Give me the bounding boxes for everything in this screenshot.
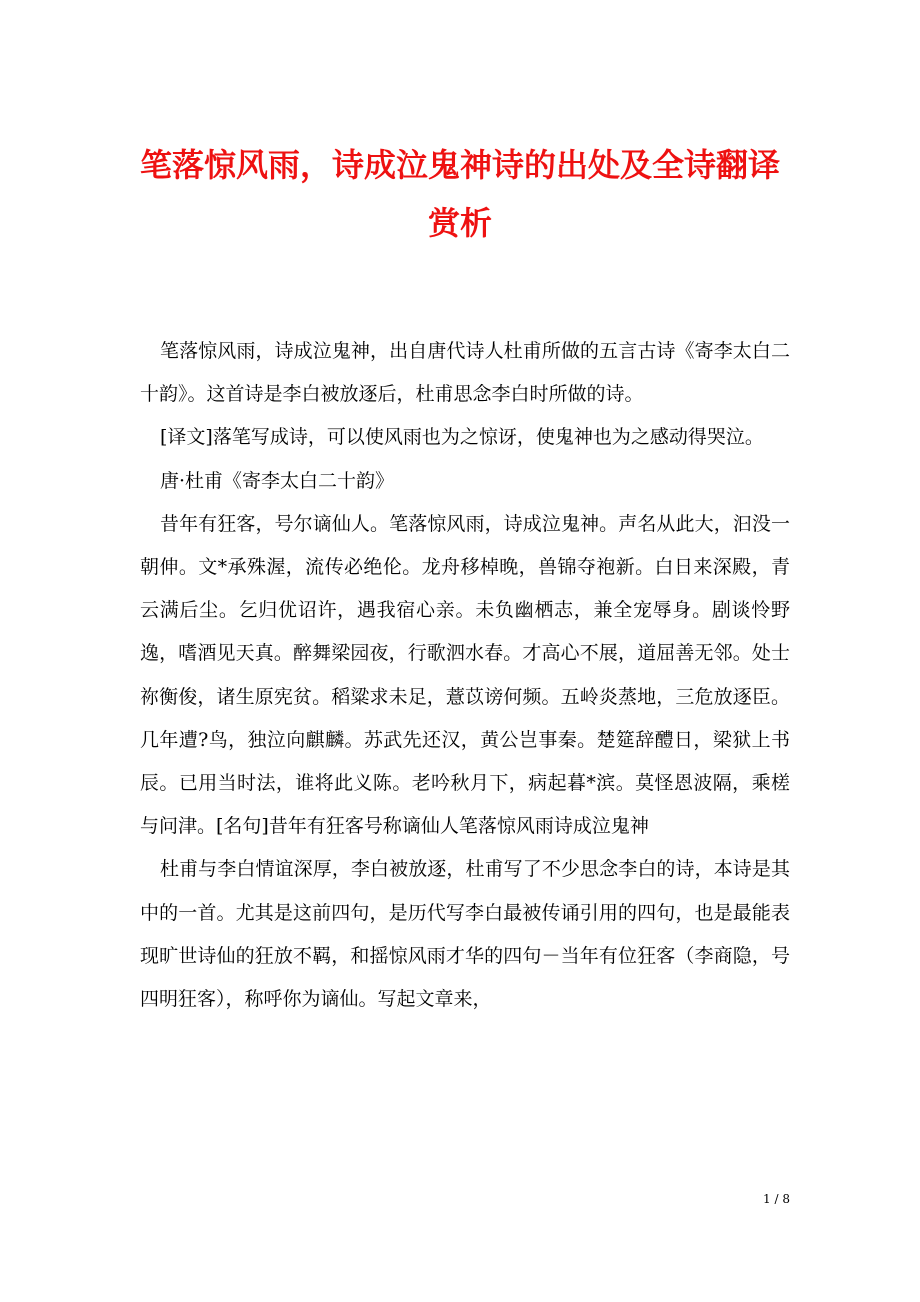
document-title: 笔落惊风雨，诗成泣鬼神诗的出处及全诗翻译赏析 xyxy=(139,146,780,242)
paragraph-poem-source: 唐·杜甫《寄李太白二十韵》 xyxy=(160,469,395,492)
paragraph-intro: 笔落惊风雨，诗成泣鬼神，出自唐代诗人杜甫所做的五言古诗《寄李太白二十韵》。这首诗是李白被放逐后，杜甫思念李白时所做的诗。 xyxy=(140,340,790,406)
document-body xyxy=(140,330,790,1021)
paragraph-poem-text: 昔年有狂客，号尔谪仙人。笔落惊风雨，诗成泣鬼神。声名从此大，汩没一朝伸。文*承殊渥，流传必绝伦。龙舟移棹晚，兽锦夺袍新。白日来深殿，青云满后尘。乞归优诏许，遇我宿心亲。未负幽栖志，兼全宠辱身。剧谈怜野逸，嗜酒见天真。醉舞梁园夜，行歌泗水春。才高心不展，道屈善无邻。处士祢衡俊，诸生原宪贫。稻粱求未足，薏苡谤何频。五岭炎蒸地，三危放逐臣。几年遭?鸟，独泣向麒麟。苏武先还汉，黄公岂事秦。楚筵辞醴日，梁狱上书辰。已用当时法，谁将此义陈。老吟秋月下，病起暮*滨。莫怪恩波隔，乘槎与问津。[名句]昔年有狂客号称谪仙人笔落惊风雨诗成泣鬼神 xyxy=(140,512,790,838)
paragraph-translation: [译文]落笔写成诗，可以使风雨也为之惊讶，使鬼神也为之感动得哭泣。 xyxy=(160,426,764,449)
paragraph-analysis: 杜甫与李白情谊深厚，李白被放逐，杜甫写了不少思念李白的诗，本诗是其中的一首。尤其是这前四句，是历代写李白最被传诵引用的四句，也是最能表现旷世诗仙的狂放不羁，和摇惊风雨才华的四句－当年有位狂客（李商隐，号四明狂客），称呼你为谪仙。写起文章来， xyxy=(140,858,790,1011)
page-number: 1 / 8 xyxy=(763,1192,790,1206)
